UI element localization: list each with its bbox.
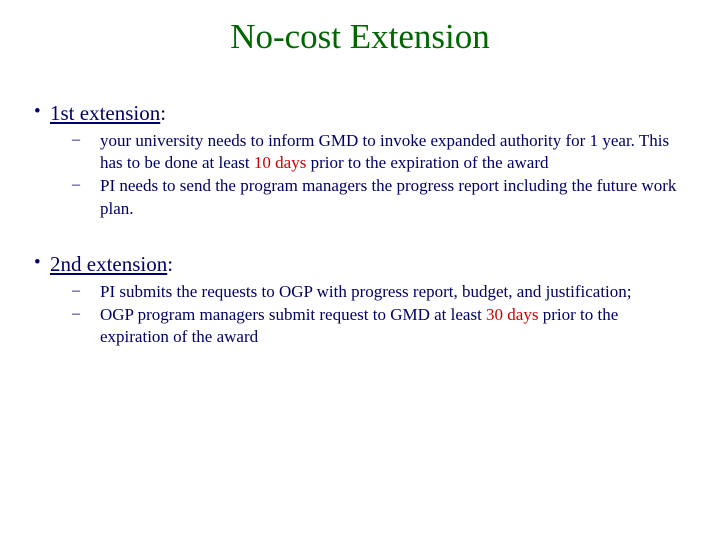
text-run: prior to the expiration of the award <box>306 153 549 173</box>
list-item <box>24 281 696 303</box>
bullet-section-1 <box>24 100 696 220</box>
text-run: your university needs to inform GMD to invoke expanded authority for 1 year. This has to be done at least <box>100 131 670 173</box>
text-run: OGP program managers submit request to GMD at least <box>100 304 487 324</box>
list-item-text <box>100 175 696 219</box>
bullet-section-2 <box>24 251 696 349</box>
list-item <box>24 175 696 219</box>
sub-list-1 <box>24 130 696 219</box>
text-run: prior to the expiration of the award <box>100 304 619 347</box>
sub-list-2 <box>24 281 696 348</box>
text-run-highlight: 30 days <box>486 304 539 324</box>
section-heading: 2nd extension <box>50 251 168 276</box>
slide-body <box>24 100 696 349</box>
section-spacer <box>24 221 696 251</box>
page-title: No-cost Extension <box>230 17 490 56</box>
list-item-text <box>100 281 696 303</box>
list-item <box>24 304 696 348</box>
text-run-highlight: 10 days <box>253 153 307 173</box>
bullet-level1-text <box>50 251 173 277</box>
bullet-marker-icon: • <box>34 101 41 122</box>
dash-marker-icon: – <box>72 131 80 149</box>
text-run: PI needs to send the program managers the progress report including the future work plan. <box>100 176 677 218</box>
bullet-level1 <box>24 251 696 277</box>
bullet-marker-icon: • <box>34 251 41 273</box>
text-run: PI submits the requests to OGP with progress report, budget, and justification; <box>100 281 632 301</box>
bullet-level1-text <box>50 100 166 126</box>
dash-marker-icon: – <box>72 281 80 299</box>
dash-marker-icon: – <box>72 304 80 322</box>
list-item-text <box>100 304 696 348</box>
list-item <box>24 130 696 174</box>
bullet-level1 <box>24 100 696 126</box>
section-heading-suffix: : <box>160 101 167 125</box>
dash-marker-icon: – <box>72 176 80 194</box>
list-item-text <box>100 130 696 174</box>
section-heading-suffix: : <box>167 251 174 276</box>
section-heading: 1st extension <box>50 101 161 125</box>
